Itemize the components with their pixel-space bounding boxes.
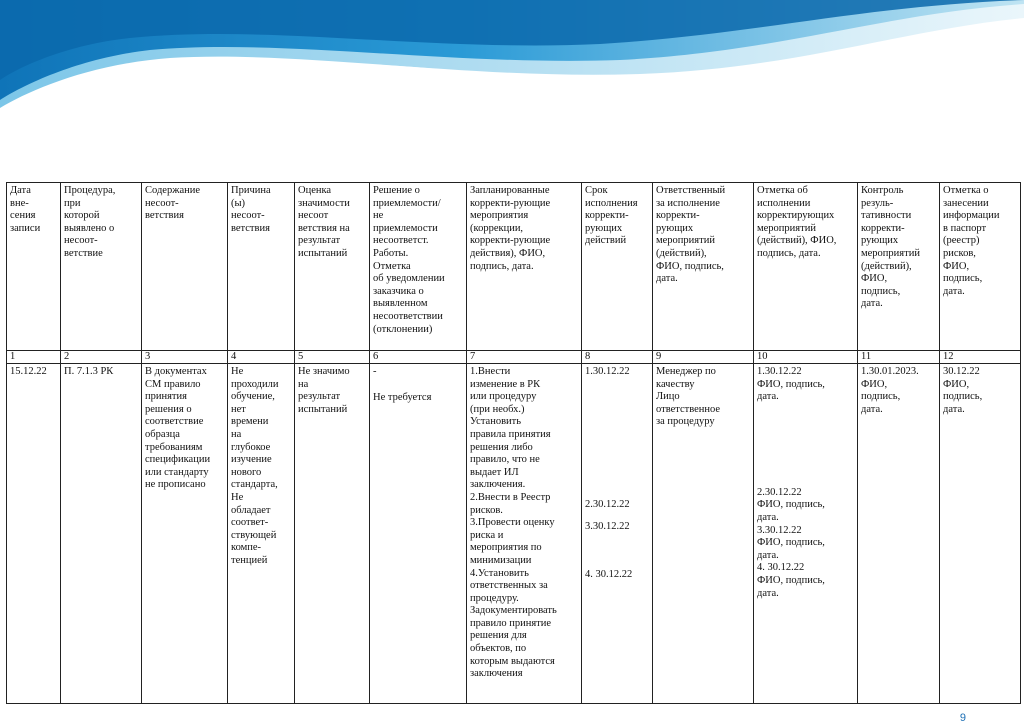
header-text: Запланированные корректи-рующие мероприятия (коррекции, корректи-рующие действия), ФИО, подпись, дата. [470,185,551,272]
column-number: 12 [940,351,1021,364]
header-cell-responsible [653,183,754,351]
column-number: 7 [467,351,582,364]
decorative-wave-banner [0,0,1024,130]
cell-text: В документах СМ правило принятия решения о соответствие образца требованиям спецификации или стандарту не прописано [145,366,211,491]
cell-execution-mark [754,364,858,704]
header-cell-procedure [61,183,142,351]
cell-text: 2.30.12.22 ФИО, подпись, дата. 3.30.12.22 ФИО, подпись, дата. 4. 30.12.22 ФИО, подпись, дата. [757,486,825,599]
header-text: Срок исполнения корректи- рующих действий [585,185,638,247]
header-cell-effectiveness-control [858,183,940,351]
cell-risk-registry [940,364,1021,704]
page-number: 9 [959,712,966,724]
header-text: Дата вне- сения записи [10,185,41,234]
column-number: 1 [7,351,61,364]
header-cell-execution-mark [754,183,858,351]
cell-decision [370,364,467,704]
header-text: Решение о приемлемости/ не приемлемости несоответст. Работы. Отметка об уведомлении заказчика о выявленном несоответствии (отклонении) [373,185,445,335]
header-text: Содержание несоот- ветствия [145,185,201,222]
header-text: Отметка о занесении информации в паспорт (реестр) рисков, ФИО, подпись, дата. [943,185,1000,297]
header-cell-content [142,183,228,351]
header-text: Процедура, при которой выявлено о несоот- ветствие [64,185,116,259]
column-number: 6 [370,351,467,364]
cell-text: 1.30.12.22 ФИО, подпись, дата. [757,366,825,403]
cell-text: - [373,366,377,377]
cell-text: П. 7.1.3 РК [64,366,114,377]
header-row [7,183,1021,351]
cell-text: Не требуется [373,391,432,403]
header-cell-planned-actions [467,183,582,351]
column-number-row [7,351,1021,364]
cell-significance [295,364,370,704]
cell-procedure [61,364,142,704]
cell-content [142,364,228,704]
nonconformity-register-table [6,182,1021,704]
header-cell-significance [295,183,370,351]
column-number: 4 [228,351,295,364]
header-cell-deadline [582,183,653,351]
cell-deadline [582,364,653,704]
header-text: Причина (ы) несоот- ветствия [231,185,271,234]
header-cell-risk-registry [940,183,1021,351]
deadline-item: 1.30.12.22 [585,366,630,377]
column-number: 5 [295,351,370,364]
header-text: Ответственный за исполнение корректи- рующих мероприятий (действий), ФИО, подпись, дата. [656,185,726,285]
cell-text: 1.30.01.2023. ФИО, подпись, дата. [861,366,919,415]
cell-cause [228,364,295,704]
deadline-item: 4. 30.12.22 [585,568,633,580]
column-number: 9 [653,351,754,364]
cell-text: Не проходили обучение, нет времени на глубокое изучение нового стандарта, Не обладает соответ- ствующей компе- тенцией [231,366,279,566]
cell-text: 1.Внести изменение в РК или процедуру (при необх.) Установить правила принятия решения либо правило, что не выдает ИЛ заключения. 2.Внести в Реестр рисков. 3.Провести оценку риска и мероприятия по минимизации 4.Установить ответственных за процедуру. Задокументировать правило принятие решения для объектов, по которым выдаются заключения [470,366,557,680]
cell-text: Менеджер по качеству Лицо ответственное за процедуру [656,366,721,428]
deadline-item: 2.30.12.22 [585,498,630,510]
header-text: Отметка об исполнении корректирующих мероприятий (действий), ФИО, подпись, дата. [757,185,837,259]
header-text: Оценка значимости несоот ветствия на результат испытаний [298,185,350,259]
column-number: 11 [858,351,940,364]
column-number: 8 [582,351,653,364]
header-cell-date [7,183,61,351]
column-number: 3 [142,351,228,364]
cell-text: 15.12.22 [10,366,47,377]
nonconformity-register-table-wrapper [6,182,1020,704]
table-row [7,364,1021,704]
cell-responsible [653,364,754,704]
column-number: 10 [754,351,858,364]
deadline-item: 3.30.12.22 [585,521,630,533]
header-cell-cause [228,183,295,351]
cell-date [7,364,61,704]
cell-planned-actions [467,364,582,704]
header-text: Контроль резуль- тативности корректи- рующих мероприятий (действий), ФИО, подпись, дата. [861,185,920,310]
column-number: 2 [61,351,142,364]
cell-text: 30.12.22 ФИО, подпись, дата. [943,366,983,415]
cell-effectiveness-control [858,364,940,704]
cell-text: Не значимо на результат испытаний [298,366,350,415]
header-cell-decision [370,183,467,351]
